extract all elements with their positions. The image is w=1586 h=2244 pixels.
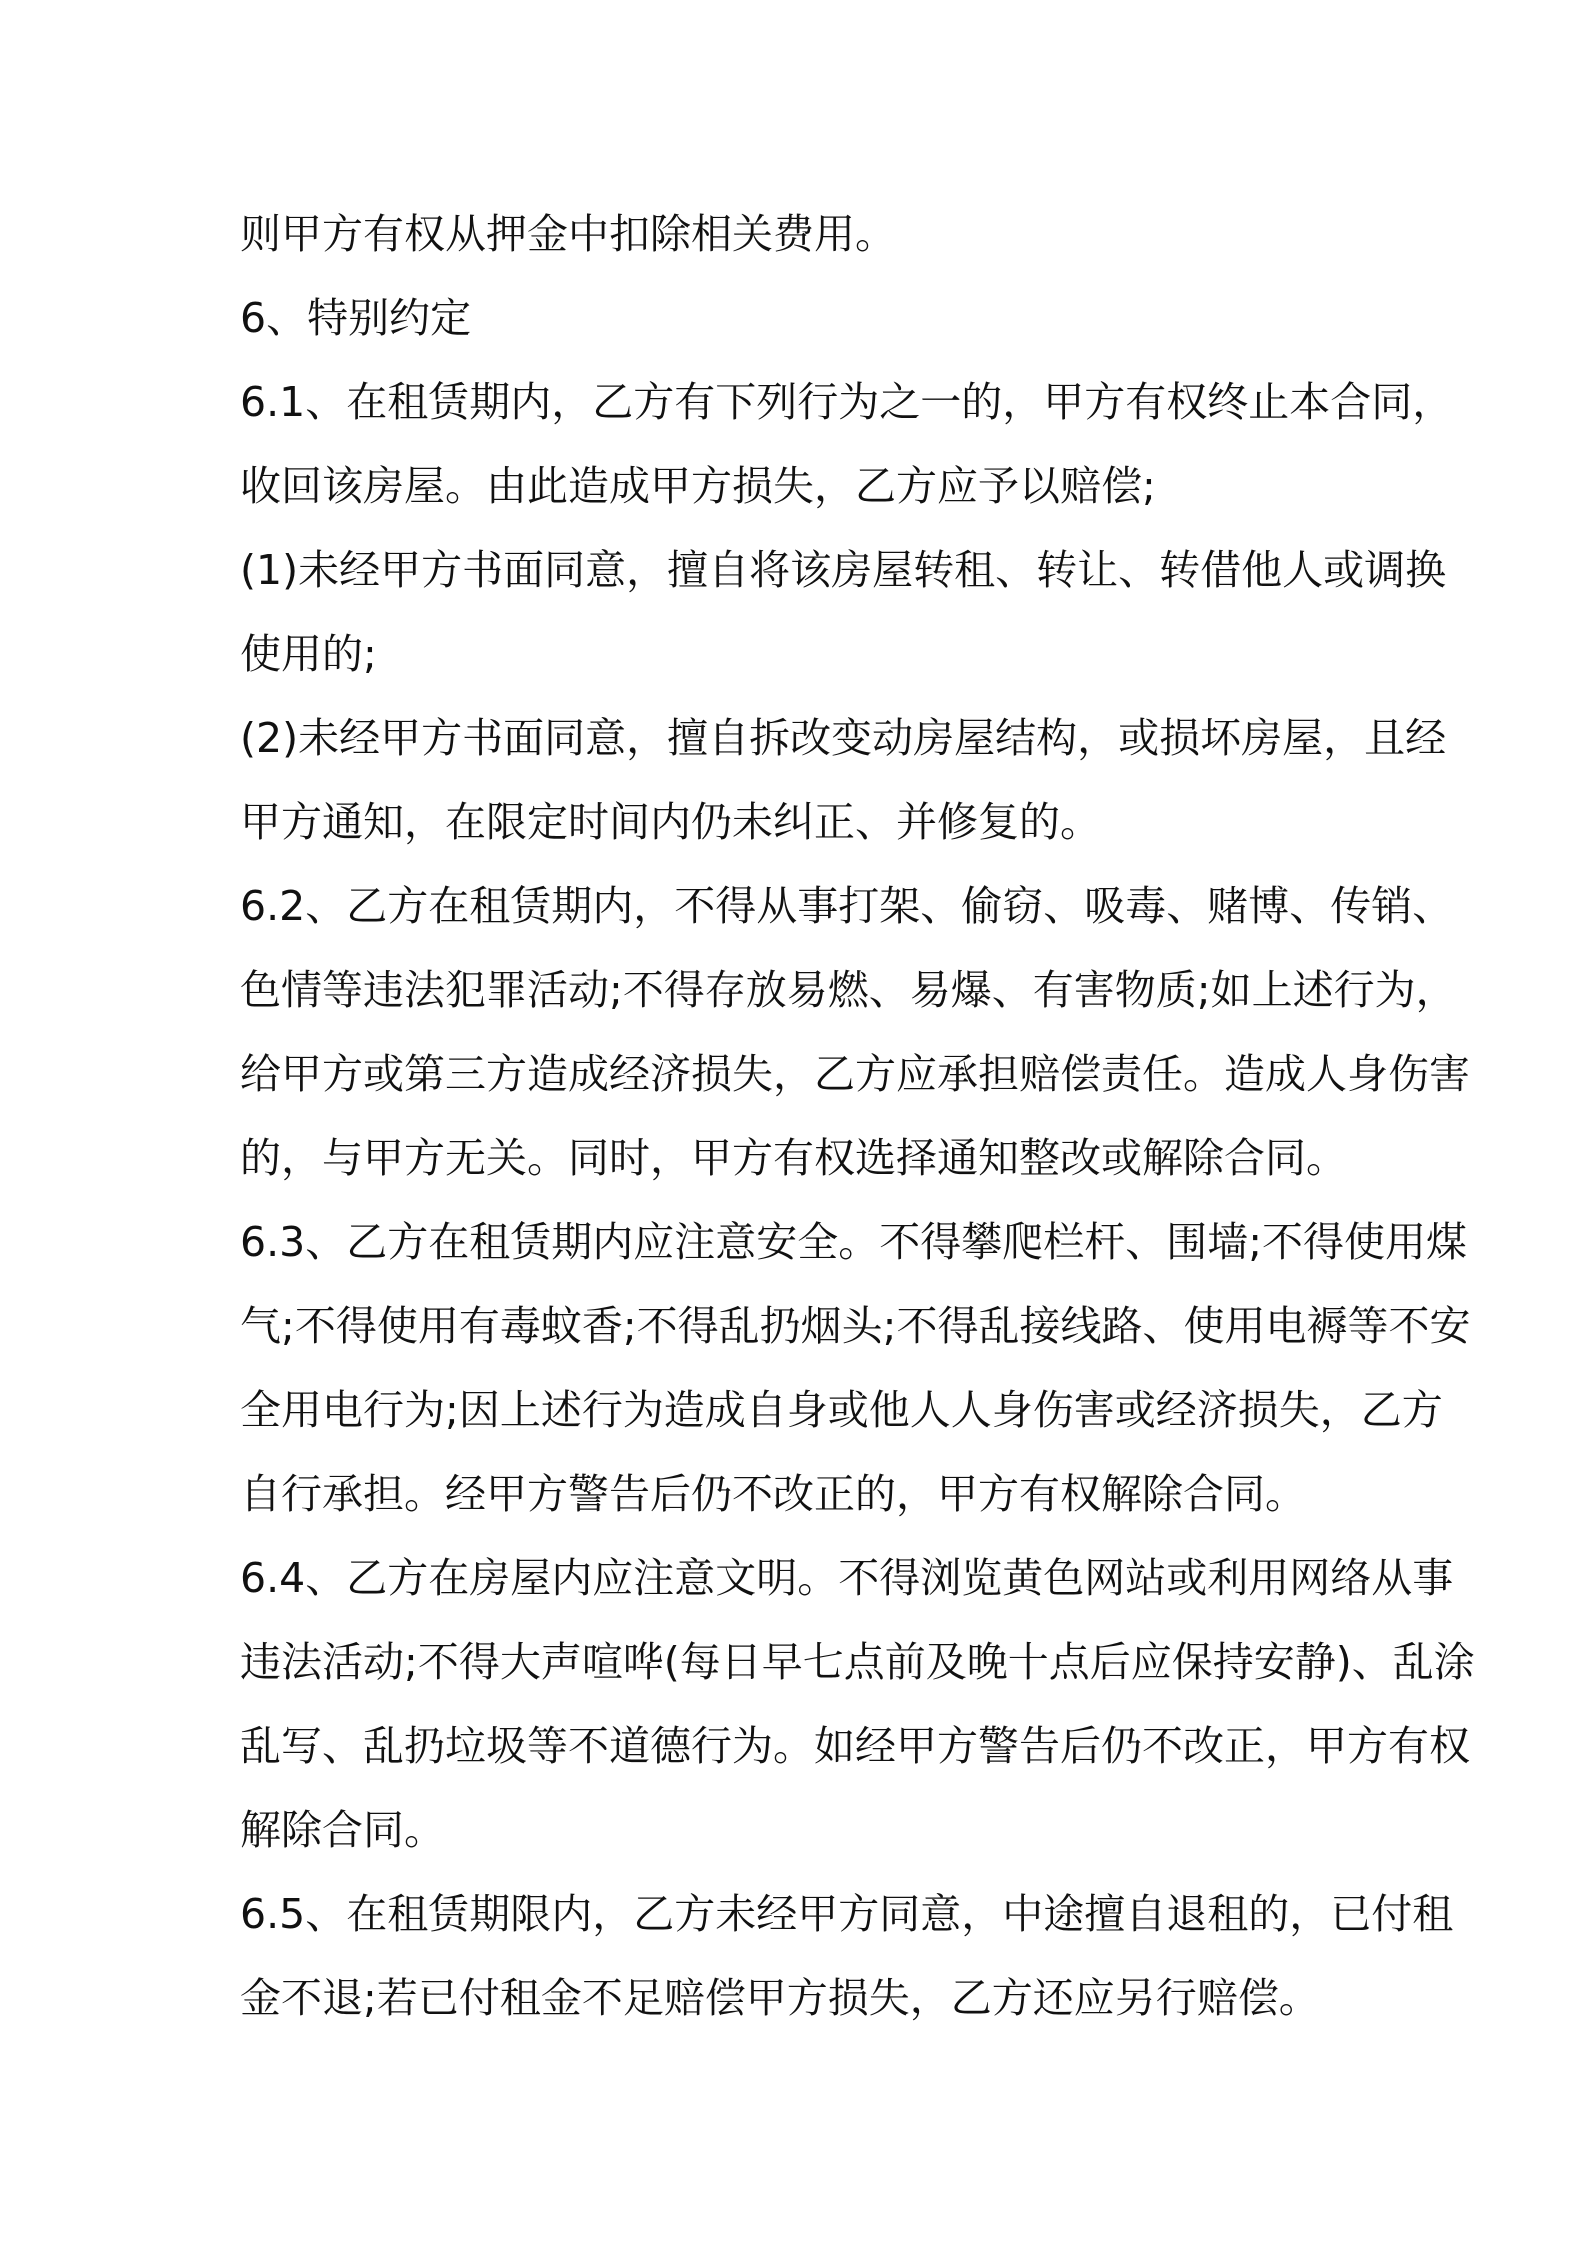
text-line: 自行承担。经甲方警告后仍不改正的，甲方有权解除合同。 (240, 1470, 1306, 1518)
text-line: 则甲方有权从押金中扣除相关费用。 (240, 210, 896, 258)
text-line: 使用的; (240, 630, 377, 678)
text-line: 乱写、乱扔垃圾等不道德行为。如经甲方警告后仍不改正，甲方有权 (240, 1722, 1470, 1770)
text-line: 6.4、乙方在房屋内应注意文明。不得浏览黄色网站或利用网络从事 (240, 1554, 1454, 1602)
text-line: 解除合同。 (240, 1806, 445, 1854)
text-line: 气;不得使用有毒蚊香;不得乱扔烟头;不得乱接线路、使用电褥等不安 (240, 1302, 1471, 1350)
text-line: 给甲方或第三方造成经济损失，乙方应承担赔偿责任。造成人身伤害 (240, 1050, 1470, 1098)
text-line: 6.3、乙方在租赁期内应注意安全。不得攀爬栏杆、围墙;不得使用煤 (240, 1218, 1468, 1266)
text-line: 的，与甲方无关。同时，甲方有权选择通知整改或解除合同。 (240, 1134, 1347, 1182)
text-line: 金不退;若已付租金不足赔偿甲方损失，乙方还应另行赔偿。 (240, 1974, 1320, 2022)
text-line: (2)未经甲方书面同意，擅自拆改变动房屋结构，或损坏房屋，且经 (240, 714, 1447, 762)
text-line: (1)未经甲方书面同意，擅自将该房屋转租、转让、转借他人或调换 (240, 546, 1447, 594)
text-line: 甲方通知，在限定时间内仍未纠正、并修复的。 (240, 798, 1101, 846)
section-heading: 6、特别约定 (240, 294, 472, 342)
text-line: 6.5、在租赁期限内，乙方未经甲方同意，中途擅自退租的，已付租 (240, 1890, 1454, 1938)
document-body (240, 192, 1475, 2040)
text-line: 6.1、在租赁期内，乙方有下列行为之一的，甲方有权终止本合同， (240, 378, 1454, 426)
text-line: 6.2、乙方在租赁期内，不得从事打架、偷窃、吸毒、赌博、传销、 (240, 882, 1454, 930)
text-line: 收回该房屋。由此造成甲方损失，乙方应予以赔偿; (240, 462, 1156, 510)
text-line: 违法活动;不得大声喧哗(每日早七点前及晚十点后应保持安静)、乱涂 (240, 1638, 1475, 1686)
text-line: 全用电行为;因上述行为造成自身或他人人身伤害或经济损失，乙方 (240, 1386, 1443, 1434)
text-line: 色情等违法犯罪活动;不得存放易燃、易爆、有害物质;如上述行为， (240, 966, 1457, 1014)
